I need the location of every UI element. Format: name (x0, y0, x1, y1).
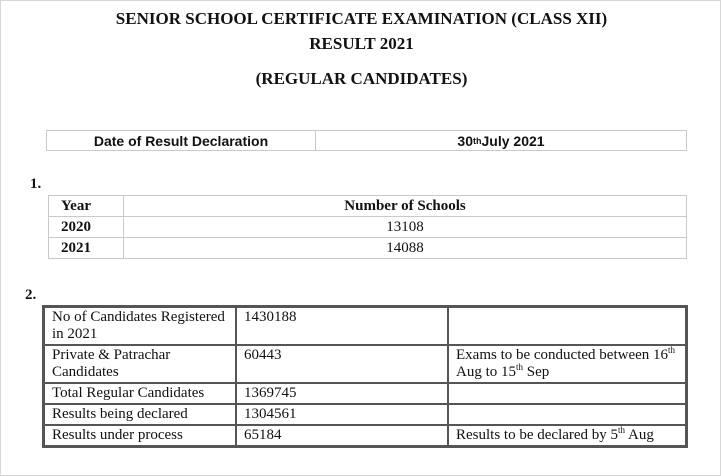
declaration-date-day: 30 (457, 132, 473, 149)
candidates-table (42, 305, 688, 448)
title-line-3: (REGULAR CANDIDATES) (255, 69, 468, 88)
declaration-label: Date of Result Declaration (47, 131, 316, 150)
note-text: Exams to be conducted between (456, 347, 654, 363)
row-label: No of Candidates Registered in 2021 (44, 307, 236, 345)
row-value: 1304561 (236, 404, 448, 425)
note-text: Sep (523, 364, 550, 380)
row-label: Results under process (44, 425, 236, 446)
table-row (44, 383, 686, 404)
row-note (448, 404, 686, 425)
row-note (448, 307, 686, 345)
row-note (448, 345, 686, 383)
col-year-header: Year (49, 196, 124, 217)
year-cell: 2020 (49, 217, 124, 238)
schools-header-row (49, 196, 687, 217)
note-text: 16 (653, 347, 669, 363)
schools-cell: 13108 (124, 217, 687, 238)
row-note (448, 383, 686, 404)
table-row (44, 345, 686, 383)
row-value: 1369745 (236, 383, 448, 404)
row-value: 60443 (236, 345, 448, 383)
schools-table (48, 195, 687, 259)
col-schools-header: Number of Schools (124, 196, 687, 217)
declaration-table (46, 130, 687, 151)
declaration-date-rest: July 2021 (481, 132, 545, 149)
table-row (49, 217, 687, 238)
note-sup: th (668, 345, 676, 355)
declaration-date: 30 th July 2021 (457, 132, 545, 149)
row-label: Private & Patrachar Candidates (44, 345, 236, 383)
row-label: Results being declared (44, 404, 236, 425)
section-2-number: 2. (25, 287, 37, 303)
table-row (44, 307, 686, 345)
note-sup: th (516, 362, 524, 372)
row-label: Total Regular Candidates (44, 383, 236, 404)
year-cell: 2021 (49, 238, 124, 259)
table-row (44, 404, 686, 425)
note-text: Aug to 15 (456, 364, 516, 380)
row-note (448, 425, 686, 446)
note-sup: th (618, 425, 626, 435)
title-line-2: RESULT 2021 (309, 34, 414, 53)
title-line-1: SENIOR SCHOOL CERTIFICATE EXAMINATION (CLASS XII) (115, 9, 608, 28)
note-text: Aug (625, 427, 654, 443)
table-row (49, 238, 687, 259)
section-1-number: 1. (30, 176, 42, 192)
schools-cell: 14088 (124, 238, 687, 259)
note-text: Results to be declared by 5 (456, 427, 619, 443)
row-value: 1430188 (236, 307, 448, 345)
table-row (44, 425, 686, 446)
row-value: 65184 (236, 425, 448, 446)
